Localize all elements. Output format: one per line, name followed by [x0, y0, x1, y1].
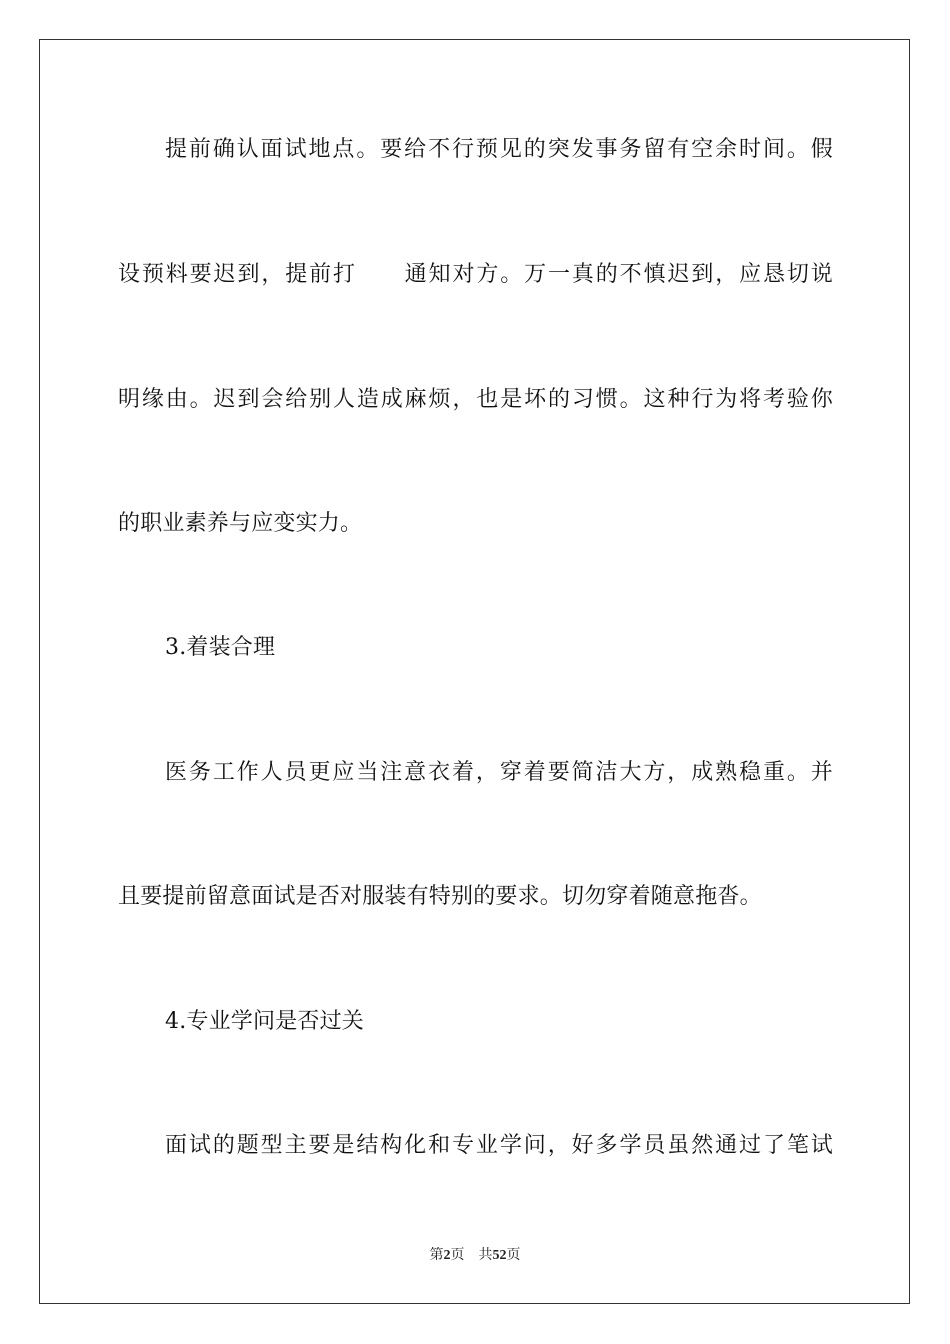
paragraph-line-4: 的职业素养与应变实力。 — [118, 511, 363, 536]
section-heading-3: 3.着装合理 — [165, 635, 276, 660]
paragraph-line-7: 面试的题型主要是结构化和专业学问，好多学员虽然通过了笔试 — [165, 1133, 833, 1158]
footer-total-prefix: 共 — [478, 1247, 493, 1263]
paragraph-line-1: 提前确认面试地点。要给不行预见的突发事务留有空余时间。假 — [165, 137, 833, 162]
footer-total-pages: 52 — [492, 1248, 507, 1263]
paragraph-line-2: 设预料要迟到，提前打 通知对方。万一真的不慎迟到，应恳切说 — [118, 262, 833, 287]
page-frame — [39, 39, 910, 1304]
footer-total-suffix: 页 — [506, 1247, 521, 1263]
page-footer — [0, 1246, 950, 1265]
paragraph-line-6: 且要提前留意面试是否对服装有特别的要求。切勿穿着随意拖沓。 — [118, 884, 762, 909]
section-heading-4: 4.专业学问是否过关 — [165, 1009, 364, 1034]
footer-page-suffix: 页 — [450, 1247, 465, 1263]
footer-page-number: 2 — [443, 1248, 451, 1263]
paragraph-line-5: 医务工作人员更应当注意衣着，穿着要简洁大方，成熟稳重。并 — [165, 760, 833, 785]
paragraph-line-3: 明缘由。迟到会给别人造成麻烦，也是坏的习惯。这种行为将考验你 — [118, 387, 833, 412]
footer-page-prefix: 第 — [429, 1247, 444, 1263]
